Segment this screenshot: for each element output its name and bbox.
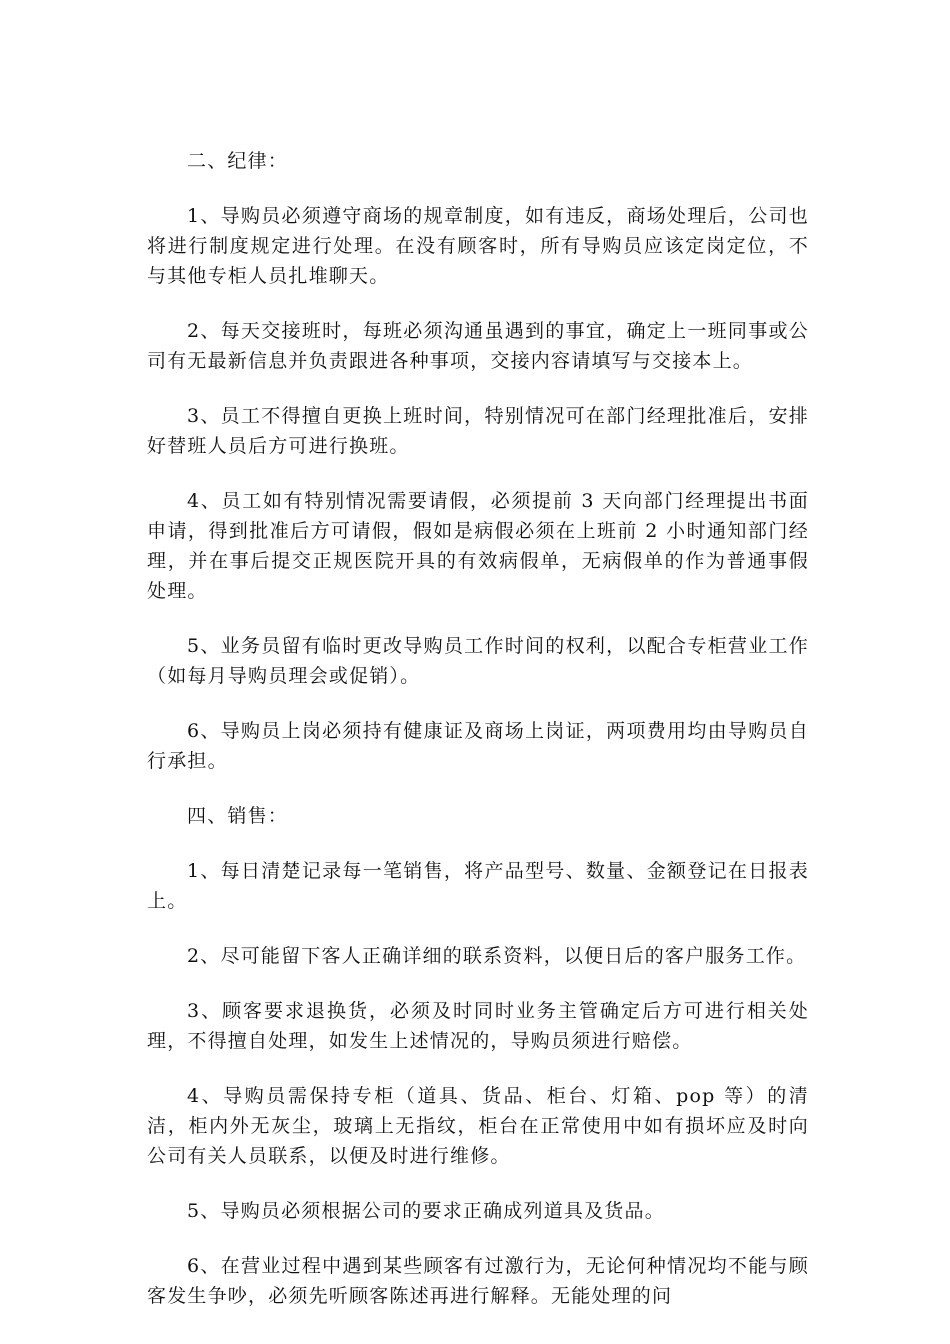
discipline-rule-5: 5、业务员留有临时更改导购员工作时间的权利，以配合专柜营业工作（如每月导购员理会或促销）。 xyxy=(147,635,809,687)
sales-rule-6: 6、在营业过程中遇到某些顾客有过激行为，无论何种情况均不能与顾客发生争吵，必须先听顾客陈述再进行解释。无能处理的问 xyxy=(147,1255,809,1307)
discipline-rule-3: 3、员工不得擅自更换上班时间，特别情况可在部门经理批准后，安排好替班人员后方可进行换班。 xyxy=(147,405,809,457)
discipline-rule-2: 2、每天交接班时，每班必须沟通虽遇到的事宜，确定上一班同事或公司有无最新信息并负责跟进各种事项，交接内容请填写与交接本上。 xyxy=(147,320,809,372)
document-body xyxy=(147,146,809,1336)
sales-rule-1: 1、每日清楚记录每一笔销售，将产品型号、数量、金额登记在日报表上。 xyxy=(147,860,809,912)
discipline-rule-4: 4、员工如有特别情况需要请假，必须提前 3 天向部门经理提出书面申请，得到批准后方可请假，假如是病假必须在上班前 2 小时通知部门经理，并在事后提交正规医院开具的有效病假单，无病假单的作为普通事假处理。 xyxy=(147,490,809,602)
discipline-rule-6: 6、导购员上岗必须持有健康证及商场上岗证，两项费用均由导购员自行承担。 xyxy=(147,720,809,772)
sales-rule-3: 3、顾客要求退换货，必须及时同时业务主管确定后方可进行相关处理，不得擅自处理，如发生上述情况的，导购员须进行赔偿。 xyxy=(147,1000,809,1052)
sales-rule-2: 2、尽可能留下客人正确详细的联系资料，以便日后的客户服务工作。 xyxy=(187,945,807,967)
discipline-rule-1: 1、导购员必须遵守商场的规章制度，如有违反，商场处理后，公司也将进行制度规定进行处理。在没有顾客时，所有导购员应该定岗定位，不与其他专柜人员扎堆聊天。 xyxy=(147,205,809,287)
sales-rule-4: 4、导购员需保持专柜（道具、货品、柜台、灯箱、pop 等）的清洁，柜内外无灰尘，玻璃上无指纹，柜台在正常使用中如有损坏应及时向公司有关人员联系，以便及时进行维修。 xyxy=(147,1085,809,1167)
sales-rule-5: 5、导购员必须根据公司的要求正确成列道具及货品。 xyxy=(187,1200,665,1222)
section-heading-sales: 四、销售： xyxy=(187,805,289,827)
section-heading-discipline: 二、纪律： xyxy=(187,150,289,172)
